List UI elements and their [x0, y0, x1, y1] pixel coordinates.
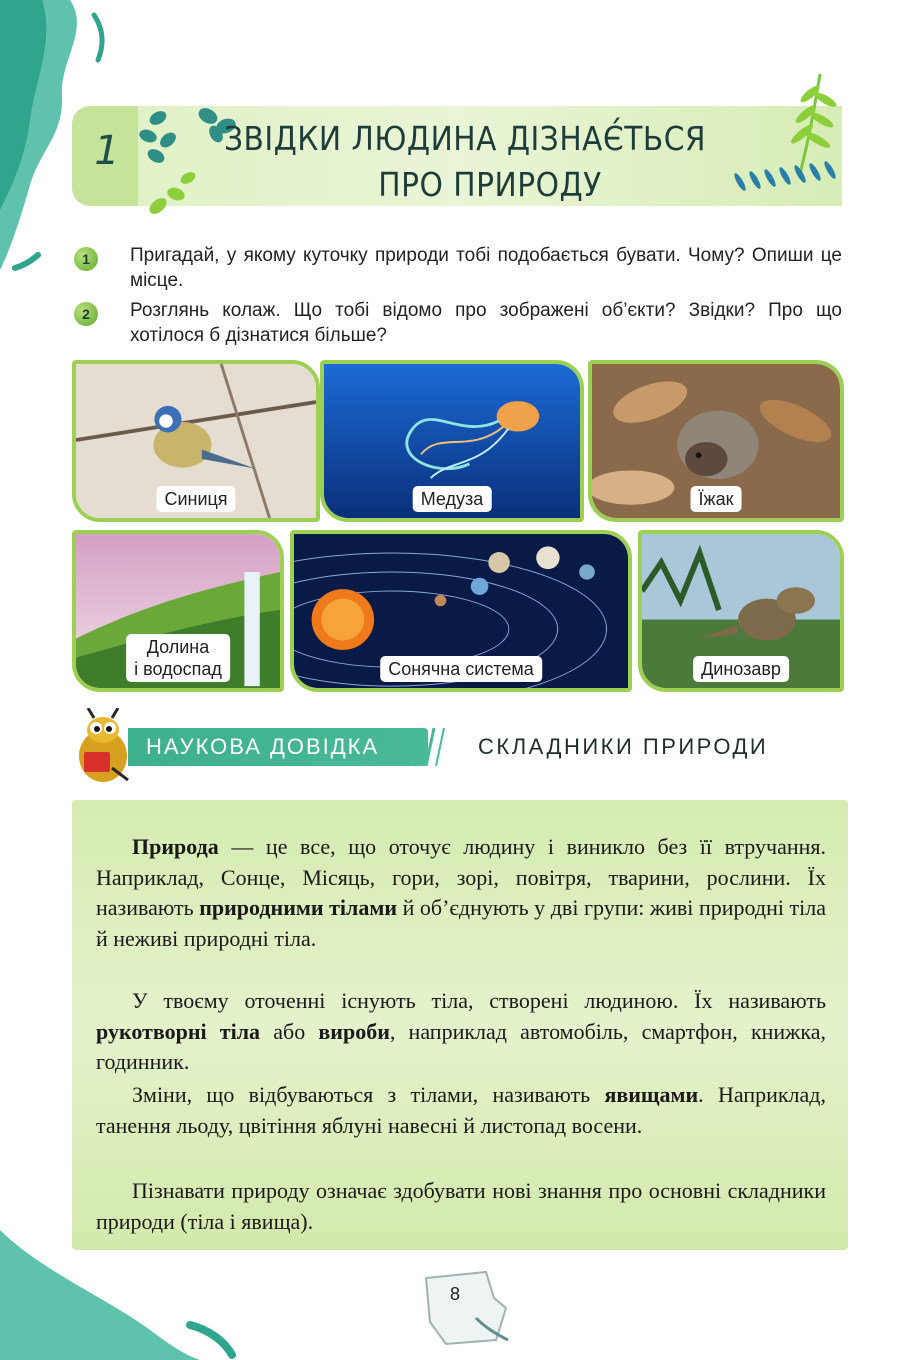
photo-solar-system — [290, 530, 632, 692]
paragraph-nature-definition: Природа — це все, що оточує людину і виникло без її втручання. Наприклад, Сонце, Місяць, гори, зорі, повітря, тварини, рослини. Їх називають природними тілами й об’єднують у дві групи: живі природні тіла й неживі природні тіла. — [96, 834, 826, 951]
photo-caption: Їжак — [691, 486, 742, 512]
paragraph-learning-nature: Пізнавати природу означає здобувати нові знання про основні складники природи (тіла і явища). — [96, 1178, 826, 1234]
question-1 — [74, 243, 844, 295]
question-2 — [74, 298, 844, 350]
photo-tit-bird — [72, 360, 320, 522]
question-number-badge: 2 — [74, 302, 98, 326]
photo-caption: Медуза — [413, 486, 492, 512]
photo-valley-waterfall — [72, 530, 284, 692]
paragraph-man-made-bodies: У твоєму оточенні існують тіла, створені людиною. Їх називають рукотворні тіла або вироби, наприклад автомобіль, смартфон, книжка, годинник. — [96, 988, 826, 1074]
question-text: Розглянь колаж. Що тобі відомо про зображені об’єкти? Звідки? Про що хотілося б дізнатися більше? — [130, 300, 842, 346]
question-text: Пригадай, у якому куточку природи тобі подобається бувати. Чому? Опиши це місце. — [130, 245, 842, 291]
paragraph-phenomena: Зміни, що відбуваються з тілами, називають явищами. Наприклад, танення льоду, цвітіння яблуні навесні й листопад восени. — [96, 1082, 826, 1138]
lesson-title: ЗВІДКИ ЛЮДИНА ДІЗНАЄ́ТЬСЯ ПРО ПРИРОДУ — [223, 119, 707, 204]
stripe-decoration — [412, 726, 452, 768]
question-number-badge: 1 — [74, 247, 98, 271]
photo-dinosaur — [638, 530, 844, 692]
photo-hedgehog — [588, 360, 844, 522]
page-number-decoration — [416, 1268, 512, 1346]
photo-caption: Сонячна система — [380, 656, 542, 682]
page-number: 8 — [449, 1284, 460, 1304]
photo-caption: Долина і водоспад — [126, 634, 230, 682]
lesson-number: 1 — [94, 128, 120, 174]
science-reference-label: НАУКОВА ДОВІДКА — [146, 734, 380, 759]
photo-jellyfish — [320, 360, 584, 522]
section-topic: СКЛАДНИКИ ПРИРОДИ — [478, 734, 769, 759]
photo-caption: Динозавр — [693, 656, 789, 682]
bug-mascot-icon — [72, 708, 136, 784]
photo-caption: Синиця — [156, 486, 235, 512]
fern-icon — [700, 64, 850, 214]
